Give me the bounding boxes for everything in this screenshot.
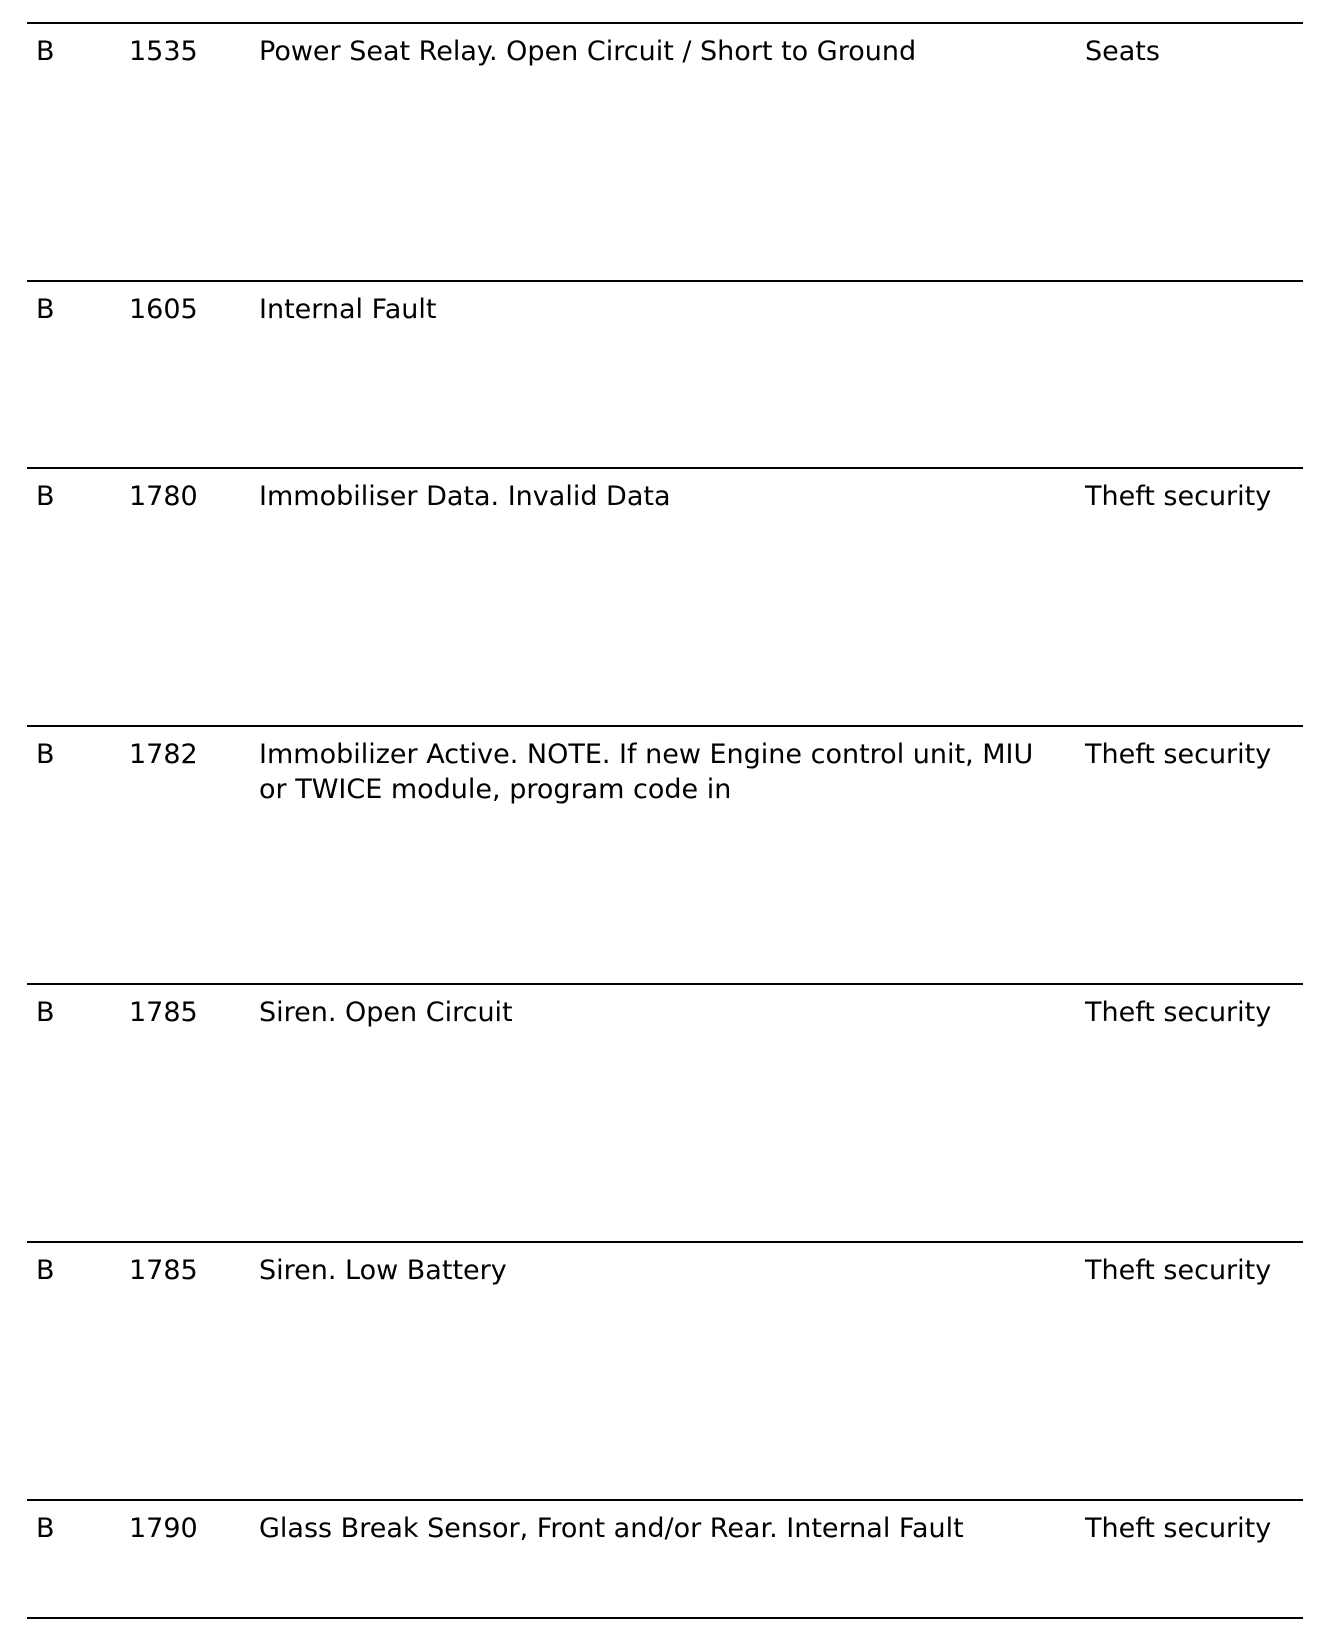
fault-code: 1535 xyxy=(129,36,198,67)
system-area: Theft security xyxy=(1085,997,1272,1028)
table-row xyxy=(27,22,1303,282)
system-area: Seats xyxy=(1085,36,1160,67)
system-letter: B xyxy=(36,739,55,770)
fault-code: 1782 xyxy=(129,739,198,770)
system-letter: B xyxy=(36,294,55,325)
fault-description: Power Seat Relay. Open Circuit / Short to Ground xyxy=(259,36,917,67)
system-letter: B xyxy=(36,1513,55,1544)
system-letter: B xyxy=(36,36,55,67)
table-row xyxy=(27,983,1303,1243)
fault-code: 1605 xyxy=(129,294,198,325)
system-area: Theft security xyxy=(1085,739,1272,770)
fault-code: 1785 xyxy=(129,997,198,1028)
table-row xyxy=(27,1499,1303,1617)
fault-code: 1780 xyxy=(129,481,198,512)
fault-description: Siren. Open Circuit xyxy=(259,997,513,1028)
table-bottom-rule xyxy=(27,1617,1303,1619)
system-letter: B xyxy=(36,997,55,1028)
fault-code: 1790 xyxy=(129,1513,198,1544)
system-area: Theft security xyxy=(1085,1513,1272,1544)
table-row xyxy=(27,1241,1303,1501)
fault-description: Siren. Low Battery xyxy=(259,1255,507,1286)
system-letter: B xyxy=(36,481,55,512)
fault-description: Internal Fault xyxy=(259,294,437,325)
table-row xyxy=(27,467,1303,727)
system-letter: B xyxy=(36,1255,55,1286)
system-area: Theft security xyxy=(1085,481,1272,512)
fault-description: Immobiliser Data. Invalid Data xyxy=(259,481,671,512)
table-row xyxy=(27,280,1303,469)
fault-code: 1785 xyxy=(129,1255,198,1286)
fault-description: Immobilizer Active. NOTE. If new Engine control unit, MIU or TWICE module, program code in xyxy=(259,739,1034,805)
table-row xyxy=(27,725,1303,985)
fault-description: Glass Break Sensor, Front and/or Rear. Internal Fault xyxy=(259,1513,964,1544)
system-area: Theft security xyxy=(1085,1255,1272,1286)
